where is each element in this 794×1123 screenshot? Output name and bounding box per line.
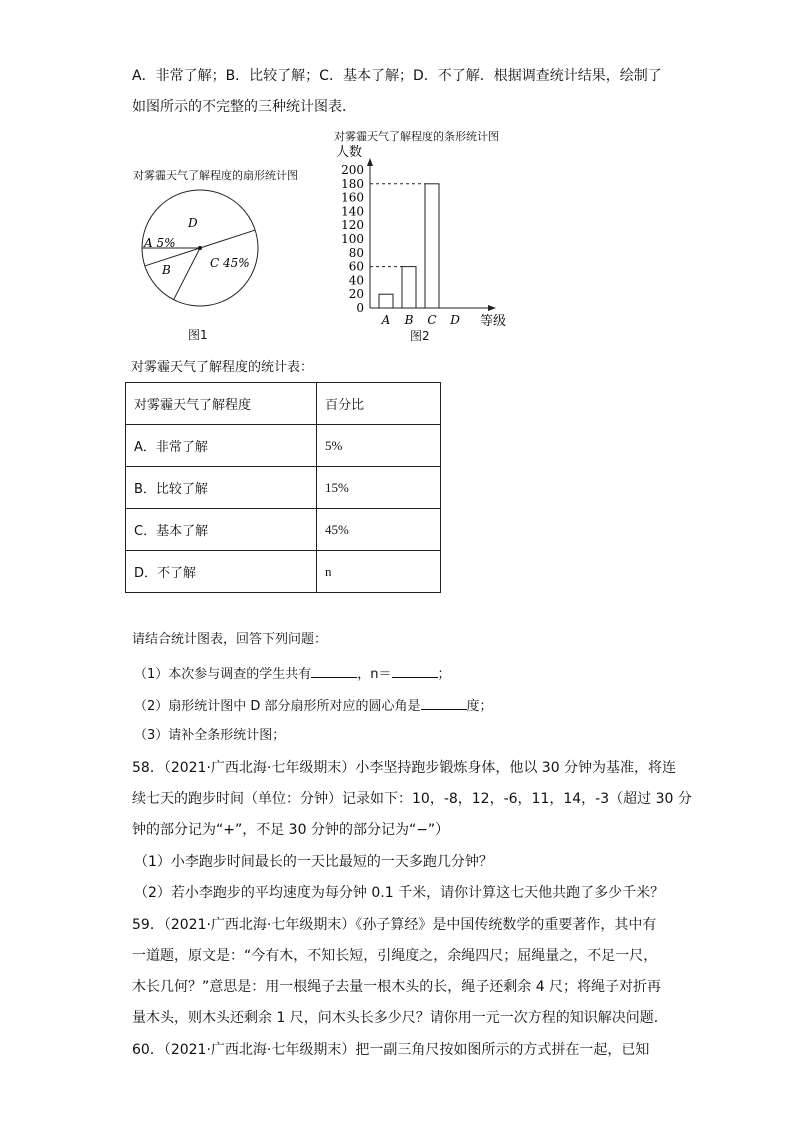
problem-58-question-1: （1）小李跑步时间最长的一天比最短的一天多跑几分钟？: [134, 854, 493, 870]
y-tick-label: 60: [348, 259, 364, 274]
answer-blank[interactable]: [311, 662, 357, 678]
table-cell: 45%: [317, 509, 441, 551]
y-tick-label: 120: [341, 218, 364, 233]
table-header-row: [126, 383, 441, 425]
table-cell: 5%: [317, 425, 441, 467]
table-caption: 对雾霾天气了解程度的统计表：: [131, 360, 314, 375]
table-row: [126, 425, 441, 467]
question-1: [134, 662, 451, 685]
question-1-text: （1）本次参与调查的学生共有: [134, 667, 312, 682]
y-tick-label: 40: [348, 273, 364, 288]
pie-label-b: B: [162, 263, 171, 277]
x-axis-arrow: [488, 305, 496, 311]
intro-line-1: A．非常了解；B．比较了解；C．基本了解；D．不了解．根据调查统计结果，绘制了: [132, 68, 662, 84]
table-cell: A．非常了解: [126, 425, 317, 467]
pie-chart-title: 对雾霾天气了解程度的扇形统计图: [133, 169, 298, 182]
problem-59-line-4: 量木头，则木头还剩余 1 尺，问木头长多少尺？请你用一元一次方程的知识解决问题．: [132, 1010, 668, 1026]
y-axis-arrow: [367, 158, 373, 166]
y-tick-label: 100: [341, 232, 364, 246]
table-cell: D．不了解: [126, 551, 317, 593]
table-cell: 15%: [317, 467, 441, 509]
bar-chart-title: 对雾霾天气了解程度的条形统计图: [334, 130, 499, 143]
y-tick-label: 80: [348, 245, 364, 260]
table-header-cell: 对雾霾天气了解程度: [126, 383, 317, 425]
problem-58-question-2: （2）若小李跑步的平均速度为每分钟 0.1 千米，请你计算这七天他共跑了多少千米？: [134, 885, 665, 901]
bar-b: [402, 267, 416, 308]
table-header-cell: 百分比: [317, 383, 441, 425]
table-cell: C．基本了解: [126, 509, 317, 551]
problem-59-line-3: 木长几何？”意思是：用一根绳子去量一根木头的长，绳子还剩余 4 尺；将绳子对折再: [132, 979, 662, 995]
answer-blank[interactable]: [392, 662, 438, 678]
y-tick-label: 140: [341, 204, 364, 219]
table-cell: B．比较了解: [126, 467, 317, 509]
pie-label-c: C 45%: [210, 256, 250, 270]
y-tick-label: 160: [341, 190, 364, 205]
problem-58-line-2: 续七天的跑步时间（单位：分钟）记录如下：10，-8，12，-6，11，14，-3（超过 30 分: [132, 791, 692, 807]
y-tick-label: 0: [356, 301, 364, 315]
pie-label-a: A 5%: [144, 236, 176, 250]
question-2: [134, 694, 493, 717]
table-row: [126, 509, 441, 551]
problem-59-line-2: 一道题，原文是：“今有木，不知长短，引绳度之，余绳四尺；屈绳量之，不足一尺，: [132, 948, 658, 964]
y-axis-label: 人数: [336, 145, 363, 160]
x-tick-label: A: [381, 313, 391, 327]
table-row: [126, 551, 441, 593]
problem-58-line-1: 58．（2021·广西北海·七年级期末）小李坚持跑步锻炼身体，他以 30 分钟为基准，将连: [132, 760, 677, 776]
bar-chart-caption: 图2: [410, 329, 430, 343]
question-3: （3）请补全条形统计图；: [134, 728, 286, 743]
x-tick-label: C: [427, 313, 437, 327]
x-axis-label: 等级: [480, 314, 507, 327]
y-tick-label: 180: [341, 176, 364, 191]
table-row: [126, 467, 441, 509]
table-cell: n: [317, 551, 441, 593]
pie-chart-caption: 图1: [188, 328, 208, 342]
problem-59-line-1: 59．（2021·广西北海·七年级期末）《孙子算经》是中国传统数学的重要著作，其中有: [132, 917, 657, 933]
pie-center-dot: [198, 246, 202, 250]
bar-c: [425, 184, 439, 308]
answer-blank[interactable]: [421, 694, 467, 710]
x-tick-label: D: [450, 313, 460, 327]
question-2-text: 度；: [466, 699, 493, 714]
statistics-table: [125, 382, 441, 593]
question-1-text: ；: [437, 667, 451, 682]
questions-prompt: 请结合统计图表，回答下列问题：: [132, 632, 328, 647]
bar-a: [379, 294, 393, 308]
question-2-text: （2）扇形统计图中 D 部分扇形所对应的圆心角是: [134, 699, 421, 714]
pie-chart: [130, 185, 270, 315]
y-tick-label: 200: [341, 163, 364, 177]
x-tick-label: B: [404, 313, 414, 327]
problem-60-line-1: 60．（2021·广西北海·七年级期末）把一副三角尺按如图所示的方式拼在一起，已知: [132, 1042, 650, 1058]
problem-58-line-3: 钟的部分记为“+”，不足 30 分钟的部分记为“−”）: [132, 822, 450, 838]
y-tick-label: 20: [348, 287, 364, 302]
bar-chart: [330, 142, 520, 327]
intro-line-2: 如图所示的不完整的三种统计图表．: [132, 99, 356, 115]
question-1-text: ，n＝: [357, 667, 392, 682]
pie-label-d: D: [188, 216, 198, 230]
